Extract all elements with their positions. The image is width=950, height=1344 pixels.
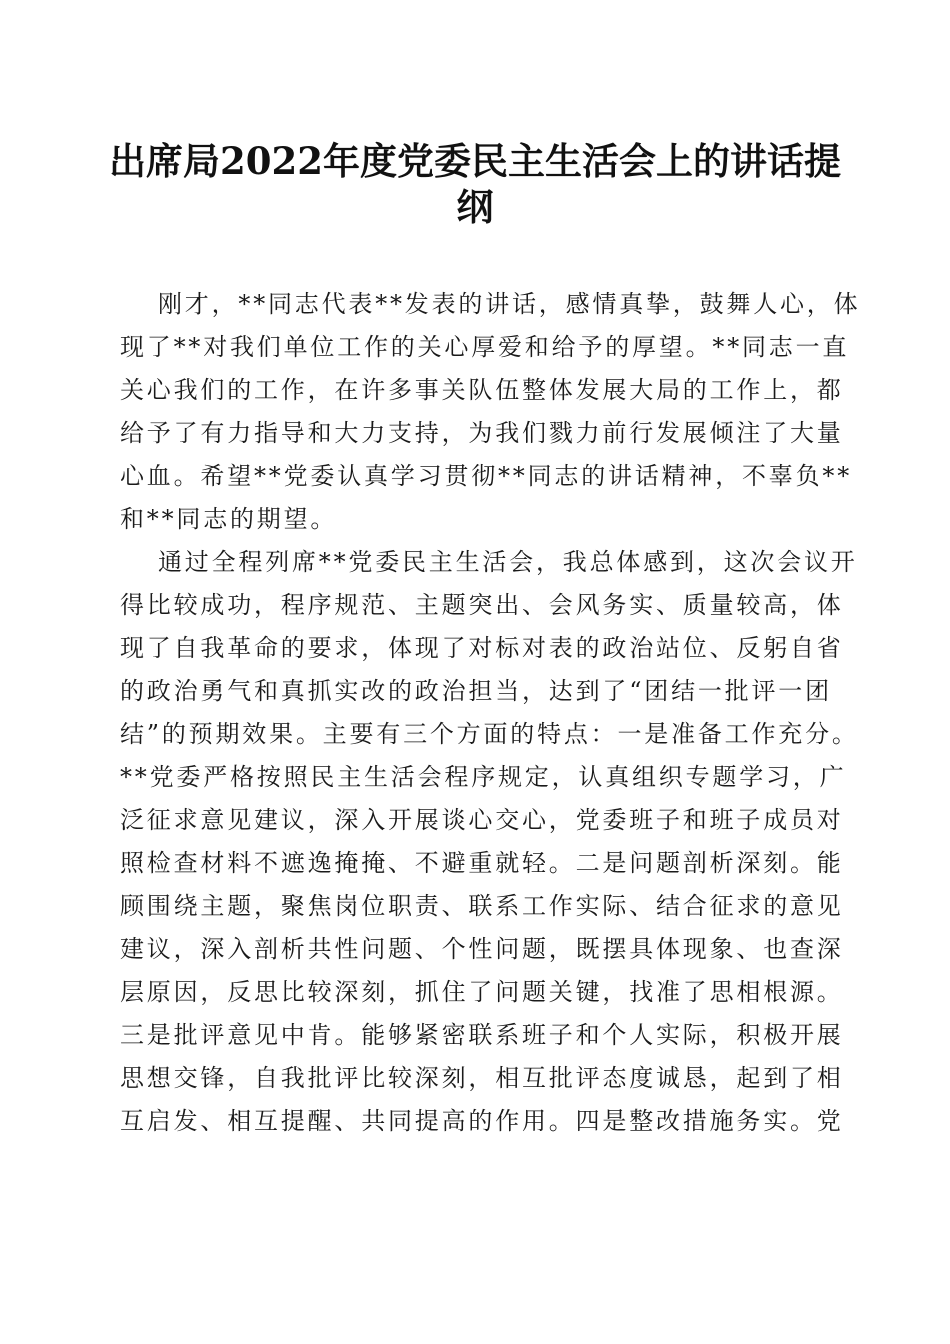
title-line-1: 出席局2022年度党委民主生活会上的讲话提 [109,139,841,183]
text-line: 现了**对我们单位工作的关心厚爱和给予的厚望。**同志一直 [120,333,850,361]
text-line: 层原因，反思比较深刻，抓住了问题关键，找准了思相根源。 [120,978,844,1006]
document-body [120,283,861,1143]
text-line: 给予了有力指导和大力支持，为我们戮力前行发展倾注了大量 [120,419,844,447]
paragraph-1 [120,283,861,541]
text-line: 建议，深入剖析共性问题、个性问题，既摆具体现象、也查深 [120,935,844,963]
text-line: 泛征求意见建议，深入开展谈心交心，党委班子和班子成员对 [120,806,844,834]
text-line: 心血。希望**党委认真学习贯彻**同志的讲话精神，不辜负** [120,462,852,490]
text-line: 照检查材料不遮逸掩掩、不避重就轻。二是问题剖析深刻。能 [120,849,844,877]
text-line: 刚才，**同志代表**发表的讲话，感情真挚，鼓舞人心，体 [158,290,861,318]
text-line: 关心我们的工作，在许多事关队伍整体发展大局的工作上，都 [120,376,844,404]
text-line: 三是批评意见中肯。能够紧密联系班子和个人实际，积极开展 [120,1021,844,1049]
title-line-2: 纲 [456,185,494,229]
text-line: 顾围绕主题，聚焦岗位职责、联系工作实际、结合征求的意见 [120,892,844,920]
text-line: 和**同志的期望。 [120,505,338,533]
text-line: 现了自我革命的要求，体现了对标对表的政治站位、反躬自省 [120,634,844,662]
paragraph-2 [120,541,859,1143]
text-line: 思想交锋，自我批评比较深刻，相互批评态度诚恳，起到了相 [120,1064,844,1092]
document-title [100,138,850,230]
text-line: 的政治勇气和真抓实改的政治担当，达到了“团结一批评一团 [120,677,832,705]
text-line: **党委严格按照民主生活会程序规定，认真组织专题学习，广 [120,763,847,791]
text-line: 得比较成功，程序规范、主题突出、会风务实、质量较高，体 [120,591,844,619]
text-line: 结”的预期效果。主要有三个方面的特点：一是准备工作充分。 [120,720,859,748]
text-line: 互启发、相互提醒、共同提高的作用。四是整改措施务实。党 [120,1107,844,1135]
text-line: 通过全程列席**党委民主生活会，我总体感到，这次会议开 [158,548,858,576]
